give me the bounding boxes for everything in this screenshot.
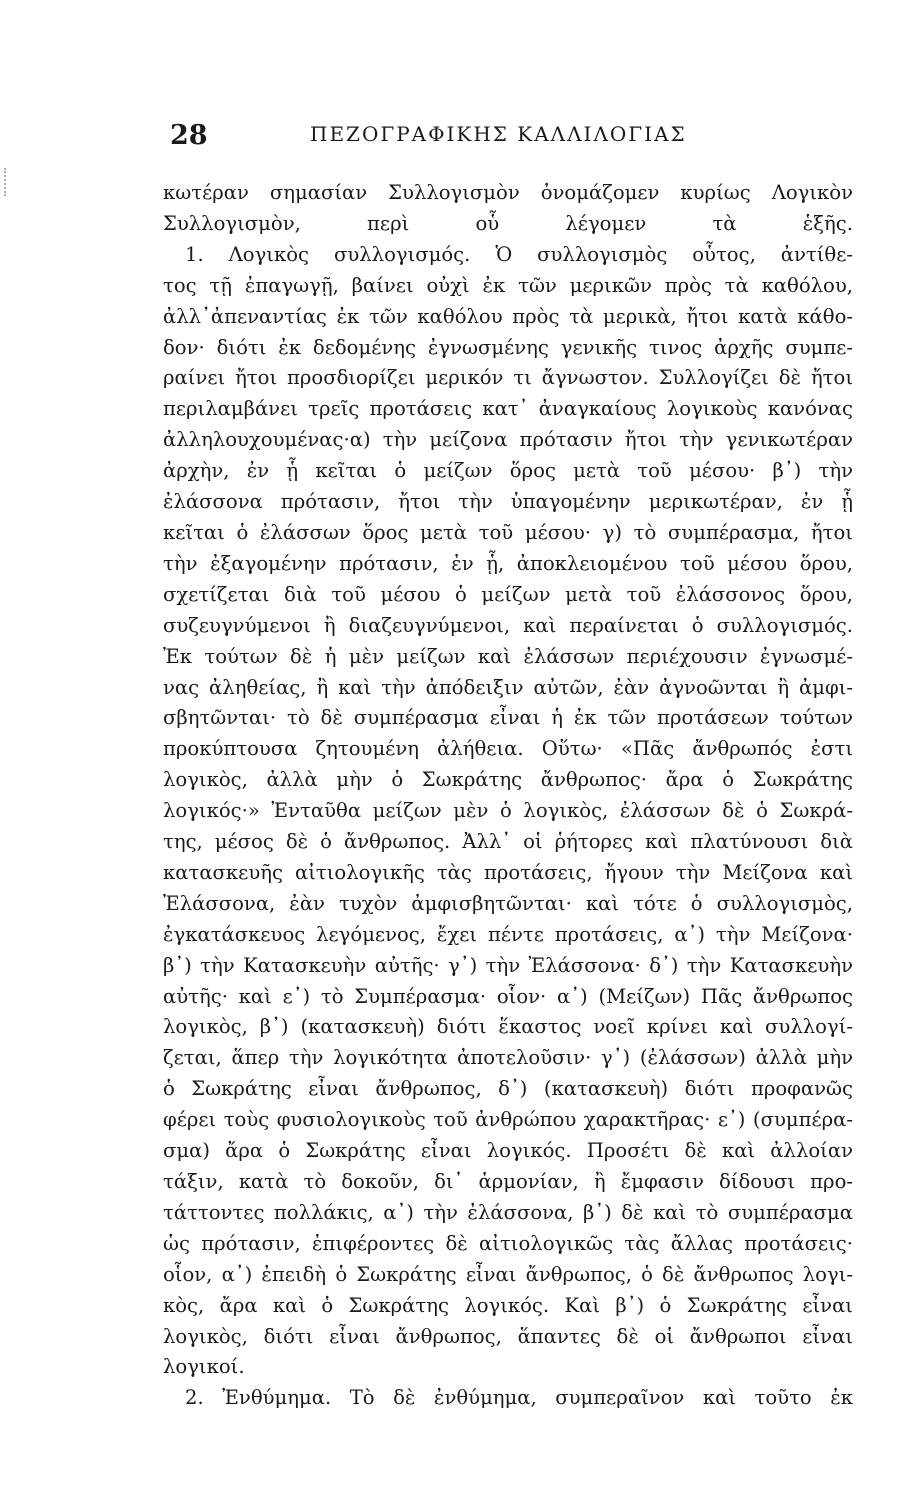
text-line: λογικὸς, διότι εἶναι ἄνθρωπος, ἅπαντες δὲ οἱ ἄνθρωποι εἶναι (163, 1324, 853, 1348)
text-line: οἷον, α᾽) ἐπειδὴ ὁ Σωκράτης εἶναι ἄνθρωπος, ὁ δὲ ἄνθρωπος λογι- (163, 1262, 853, 1286)
text-line: τάξιν, κατὰ τὸ δοκοῦν, δι᾽ ἁρμονίαν, ἢ ἔμφασιν δίδουσι προ- (163, 1170, 853, 1193)
text-line: 2. Ἐνθύμημα. Τὸ δὲ ἐνθύμημα, συμπεραῖνον καὶ τοῦτο ἐκ (185, 1386, 853, 1410)
text-line: Ἐλάσσονα, ἐὰν τυχὸν ἀμφισβητῶνται· καὶ τότε ὁ συλλογισμὸς, (163, 891, 853, 915)
page-header (170, 120, 850, 156)
text-line: 1. Λογικὸς συλλογισμός. Ὁ συλλογισμὸς οὗτος, ἀντίθε- (185, 242, 853, 266)
text-line: φέρει τοὺς φυσιολογικοὺς τοῦ ἀνθρώπου χαρακτῆρας· ε᾽) (συμπέρα- (163, 1108, 853, 1132)
text-line: ἐλάσσονα πρότασιν, ἤτοι τὴν ὑπαγομένην μερικωτέραν, ἐν ᾗ (163, 490, 853, 514)
text-line: Ἐκ τούτων δὲ ἡ μὲν μείζων καὶ ἐλάσσων περιέχουσιν ἐγνωσμέ- (163, 644, 853, 668)
text-line: προκύπτουσα ζητουμένη ἀλήθεια. Οὕτω· «Πᾶς ἄνθρωπός ἐστι (163, 737, 853, 761)
text-line: τὴν ἐξαγομένην πρότασιν, ἐν ᾗ, ἀποκλειομένου τοῦ μέσου ὅρου, (163, 551, 853, 575)
text-line: αὐτῆς· καὶ ε᾽) τὸ Συμπέρασμα· οἷον· α᾽) (Μείζων) Πᾶς ἄνθρωπος (163, 984, 853, 1008)
text-line: της, μέσος δὲ ὁ ἄνθρωπος. Ἀλλ᾽ οἱ ῥήτορες καὶ πλατύνουσι διὰ (163, 830, 853, 854)
text-line: λογικὸς, ἀλλὰ μὴν ὁ Σωκράτης ἄνθρωπος· ἄρα ὁ Σωκράτης (163, 768, 853, 792)
text-line: κὸς, ἄρα καὶ ὁ Σωκράτης λογικός. Καὶ β᾽) ὁ Σωκράτης εἶναι (163, 1293, 853, 1317)
text-line: συζευγνύμενοι ἢ διαζευγνύμενοι, καὶ περαίνεται ὁ συλλογισμός. (163, 613, 853, 637)
text-line: λογικὸς, β᾽) (κατασκευὴ) διότι ἕκαστος νοεῖ κρίνει καὶ συλλογί- (163, 1015, 853, 1039)
text-line: κωτέραν σημασίαν Συλλογισμὸν ὀνομάζομεν κυρίως Λογικὸν (163, 181, 853, 204)
text-line: περιλαμβάνει τρεῖς προτάσεις κατ᾽ ἀναγκαίους λογικοὺς κανόνας (163, 397, 853, 421)
text-line: σβητῶνται· τὸ δὲ συμπέρασμα εἶναι ἡ ἐκ τῶν προτάσεων τούτων (163, 706, 853, 730)
text-line: λογικός·» Ἐνταῦθα μείζων μὲν ὁ λογικὸς, ἐλάσσων δὲ ὁ Σωκρά- (163, 799, 853, 823)
text-line: ἀλληλουχουμένας·α) τὴν μείζονα πρότασιν ἤτοι τὴν γενικωτέραν (163, 428, 853, 452)
text-line: ἐγκατάσκευος λεγόμενος, ἔχει πέντε προτάσεις, α᾽) τὴν Μείζονα· (163, 922, 853, 946)
text-line: β᾽) τὴν Κατασκευὴν αὐτῆς· γ᾽) τὴν Ἐλάσσονα· δ᾽) τὴν Κατασκευὴν (163, 953, 853, 977)
text-line: σμα) ἄρα ὁ Σωκράτης εἶναι λογικός. Προσέτι δὲ καὶ ἀλλοίαν (163, 1139, 853, 1163)
text-line: ζεται, ἅπερ τὴν λογικότητα ἀποτελοῦσιν· γ᾽) (ἐλάσσων) ἀλλὰ μὴν (163, 1046, 853, 1070)
text-line: τος τῇ ἐπαγωγῇ, βαίνει οὐχὶ ἐκ τῶν μερικῶν πρὸς τὰ καθόλου, (163, 273, 853, 297)
text-line: κατασκευῆς αἰτιολογικῆς τὰς προτάσεις, ἤγουν τὴν Μείζονα καὶ (163, 860, 853, 884)
margin-mark (4, 168, 18, 196)
text-line: λογικοί. (163, 1355, 245, 1379)
text-line: κεῖται ὁ ἐλάσσων ὅρος μετὰ τοῦ μέσου· γ) τὸ συμπέρασμα, ἤτοι (163, 520, 853, 544)
text-line: ἀρχὴν, ἐν ᾗ κεῖται ὁ μείζων ὅρος μετὰ τοῦ μέσου· β᾽) τὴν (163, 459, 853, 483)
running-title: ΠΕΖΟΓΡΑΦΙΚΗΣ ΚΑΛΛΙΛΟΓΙΑΣ (310, 122, 687, 146)
body-text (163, 178, 853, 1414)
text-line: δον· διότι ἐκ δεδομένης ἐγνωσμένης γενικῆς τινος ἀρχῆς συμπε- (163, 335, 853, 359)
text-line: τάττοντες πολλάκις, α᾽) τὴν ἐλάσσονα, β᾽) δὲ καὶ τὸ συμπέρασμα (163, 1200, 853, 1224)
text-line: ὡς πρότασιν, ἐπιφέροντες δὲ αἰτιολογικῶς τὰς ἄλλας προτάσεις· (163, 1231, 853, 1255)
text-line: ὁ Σωκράτης εἶναι ἄνθρωπος, δ᾽) (κατασκευὴ) διότι προφανῶς (163, 1077, 853, 1101)
text-line: νας ἀληθείας, ἢ καὶ τὴν ἀπόδειξιν αὐτῶν, ἐὰν ἀγνοῶνται ἢ ἀμφι- (163, 675, 853, 699)
text-line: Συλλογισμὸν, περὶ οὗ λέγομεν τὰ ἑξῆς. (163, 211, 853, 235)
text-line: σχετίζεται διὰ τοῦ μέσου ὁ μείζων μετὰ τοῦ ἐλάσσονος ὅρου, (163, 582, 853, 606)
text-line: ἀλλ᾽ἀπεναντίας ἐκ τῶν καθόλου πρὸς τὰ μερικὰ, ἤτοι κατὰ κάθο- (163, 304, 853, 328)
text-line: ραίνει ἤτοι προσδιορίζει μερικόν τι ἄγνωστον. Συλλογίζει δὲ ἤτοι (163, 366, 853, 390)
page-number: 28 (170, 120, 208, 151)
